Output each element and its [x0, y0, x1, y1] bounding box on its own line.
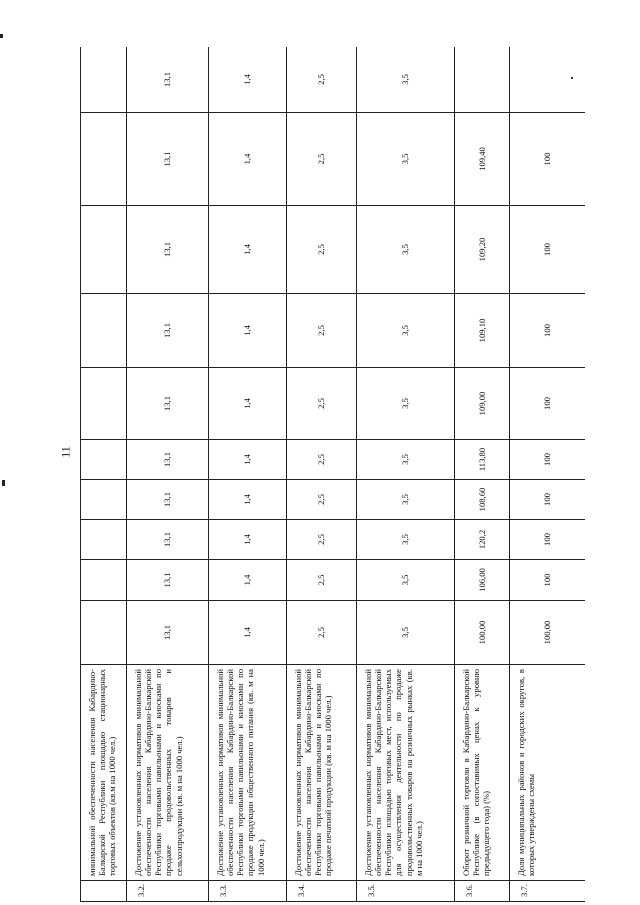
table-row: [455, 47, 510, 902]
value-cell: 13,1: [127, 47, 209, 113]
page-edge-mark: [0, 34, 3, 38]
value-cell: 106,00: [455, 560, 510, 601]
value-cell: [81, 294, 127, 368]
value-cell: 3,5: [357, 601, 455, 665]
row-number-cell: 3.6.: [455, 881, 510, 902]
table-row: [510, 47, 586, 902]
value-cell: 100: [510, 113, 586, 206]
value-cell: 2,5: [287, 368, 357, 440]
value-cell: [81, 47, 127, 113]
value-cell: 3,5: [357, 47, 455, 113]
value-cell: 3,5: [357, 560, 455, 601]
value-cell: 13,1: [127, 601, 209, 665]
value-cell: 100: [510, 520, 586, 560]
value-cell: 13,1: [127, 480, 209, 520]
value-cell: 13,1: [127, 560, 209, 601]
table-row: [127, 47, 209, 902]
value-cell: 2,5: [287, 520, 357, 560]
indicator-description-cell: минимальной обеспеченности населения Кабардино-Балкарской Республики площадью стационарных торговых объектов (кв.м на 1000 чел.): [81, 665, 127, 881]
value-cell: 1,4: [209, 601, 287, 665]
value-cell: 13,1: [127, 520, 209, 560]
value-cell: 13,1: [127, 368, 209, 440]
value-cell: 1,4: [209, 440, 287, 480]
table-rotated-wrapper: [80, 47, 585, 902]
indicator-description-cell: Доля муниципальных районов и городских округов, в которых утверждены схемы: [510, 665, 586, 881]
indicator-description-cell: Достижение установленных нормативов минимальной обеспеченности населения Кабардино-Балкарской Республики торговыми павильонами и киосками по продаже печатной продукции (кв. м на 1000 чел.): [287, 665, 357, 881]
value-cell: 109,10: [455, 294, 510, 368]
value-cell: 13,1: [127, 440, 209, 480]
value-cell: 2,5: [287, 294, 357, 368]
value-cell: 100: [510, 368, 586, 440]
value-cell: 2,5: [287, 47, 357, 113]
value-cell: 100: [510, 440, 586, 480]
indicator-description-cell: Достижение установленных нормативов минимальной обеспеченности населения Кабардино-Балкарской Республики торговыми павильонами и киосками по продаже продукции общественного питания (кв. м на 1000 чел.): [209, 665, 287, 881]
indicator-description-cell: Достижение установленных нормативов минимальной обеспеченности населения Кабардино-Балкарской Республики торговыми павильонами и киосками по продаже продовольственных товаров и сельхозпродукции (кв. м на 1000 чел.): [127, 665, 209, 881]
value-cell: 100: [510, 480, 586, 520]
value-cell: 2,5: [287, 113, 357, 206]
value-cell: 3,5: [357, 206, 455, 294]
value-cell: 1,4: [209, 206, 287, 294]
value-cell: 3,5: [357, 368, 455, 440]
row-number-cell: 3.2.: [127, 881, 209, 902]
table-body: [81, 47, 586, 902]
value-cell: [81, 520, 127, 560]
value-cell: [81, 368, 127, 440]
value-cell: 13,1: [127, 206, 209, 294]
value-cell: 3,5: [357, 113, 455, 206]
value-cell: 2,5: [287, 206, 357, 294]
value-cell: 13,1: [127, 113, 209, 206]
value-cell: 1,4: [209, 560, 287, 601]
value-cell: 1,4: [209, 294, 287, 368]
value-cell: 1,4: [209, 368, 287, 440]
value-cell: [81, 113, 127, 206]
row-number-cell: [81, 881, 127, 902]
value-cell: 13,1: [127, 294, 209, 368]
table-frame: [80, 47, 585, 902]
value-cell: 109,20: [455, 206, 510, 294]
value-cell: 3,5: [357, 520, 455, 560]
value-cell: 2,5: [287, 560, 357, 601]
value-cell: 1,4: [209, 480, 287, 520]
table-row: [81, 47, 127, 902]
row-number-cell: 3.7.: [510, 881, 586, 902]
value-cell: 100,00: [455, 601, 510, 665]
value-cell: 1,4: [209, 113, 287, 206]
value-cell: [81, 206, 127, 294]
table-row: [287, 47, 357, 902]
value-cell: 3,5: [357, 294, 455, 368]
value-cell: 108,60: [455, 480, 510, 520]
value-cell: 1,4: [209, 47, 287, 113]
value-cell: [81, 601, 127, 665]
value-cell: 100: [510, 206, 586, 294]
value-cell: 1,4: [209, 520, 287, 560]
row-number-cell: 3.3.: [209, 881, 287, 902]
indicator-description-cell: Достижение установленных нормативов минимальной обеспеченности населения Кабардино-Балкарской Республики площадью торговых мест, используемых для осуществления деятельности по продаже продовольственных товаров на розничных рынках (кв. м на 1000 чел.): [357, 665, 455, 881]
value-cell: 2,5: [287, 440, 357, 480]
value-cell: [81, 480, 127, 520]
value-cell: [455, 47, 510, 113]
value-cell: 100,00: [510, 601, 586, 665]
value-cell: 120,2: [455, 520, 510, 560]
value-cell: 2,5: [287, 601, 357, 665]
value-cell: 109,00: [455, 368, 510, 440]
value-cell: 3,5: [357, 440, 455, 480]
value-cell: 100: [510, 560, 586, 601]
table-row: [357, 47, 455, 902]
indicators-table: [80, 47, 585, 902]
row-number-cell: 3.4.: [287, 881, 357, 902]
value-cell: [510, 47, 586, 113]
value-cell: 3,5: [357, 480, 455, 520]
value-cell: 109,40: [455, 113, 510, 206]
indicator-description-cell: Оборот розничной торговли в Кабардино-Балкарской Республике (в сопоставимых ценах к уровню предыдущего года) (%): [455, 665, 510, 881]
binding-mark: [2, 480, 5, 486]
table-row: [209, 47, 287, 902]
value-cell: [81, 560, 127, 601]
row-number-cell: 3.5.: [357, 881, 455, 902]
value-cell: 100: [510, 294, 586, 368]
value-cell: 113,80: [455, 440, 510, 480]
value-cell: [81, 440, 127, 480]
page-number: 11: [58, 446, 73, 458]
value-cell: 2,5: [287, 480, 357, 520]
